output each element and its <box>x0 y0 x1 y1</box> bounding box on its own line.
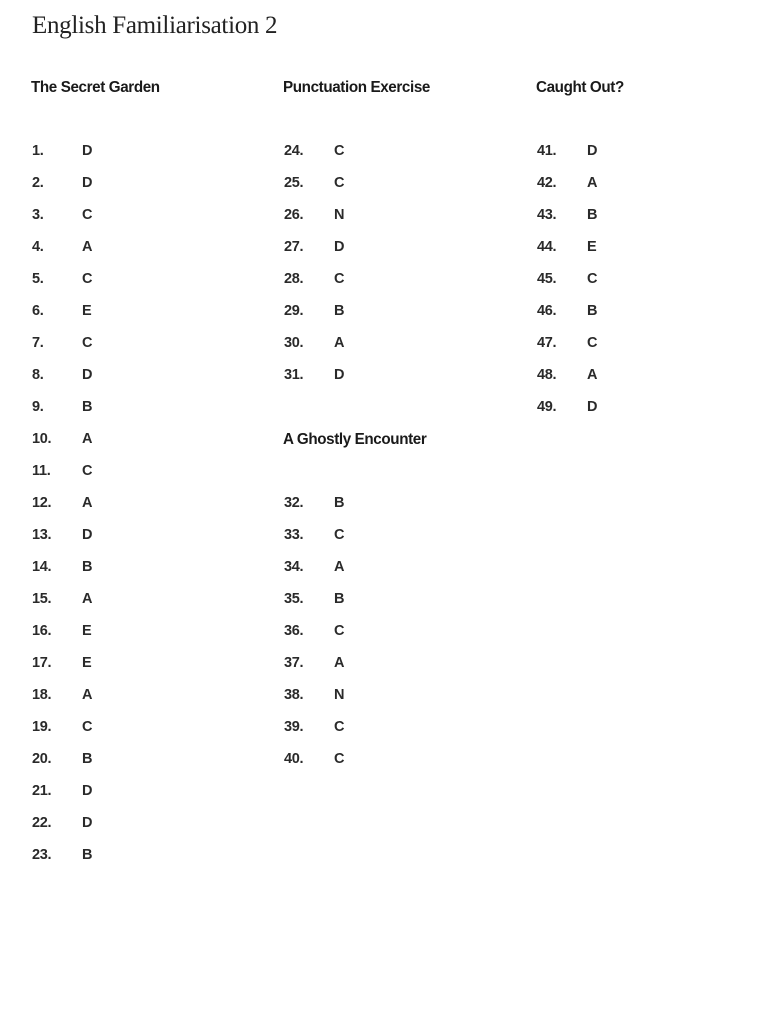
answer-letter: A <box>82 591 93 607</box>
answer-letter: C <box>587 271 598 287</box>
section-heading-ghostly-encounter: A Ghostly Encounter <box>283 431 427 448</box>
question-number: 36. <box>284 623 304 639</box>
answer-row <box>32 526 92 558</box>
answer-row <box>284 366 344 398</box>
answer-row <box>537 174 597 206</box>
question-number: 8. <box>32 367 44 383</box>
question-number: 14. <box>32 559 52 575</box>
question-number: 27. <box>284 239 304 255</box>
question-number: 1. <box>32 143 44 159</box>
answer-letter: C <box>587 335 598 351</box>
answer-list-ghostly-encounter <box>284 494 344 782</box>
answer-letter: N <box>334 207 345 223</box>
answer-row <box>284 174 344 206</box>
question-number: 34. <box>284 559 304 575</box>
answer-row <box>537 142 597 174</box>
answer-letter: C <box>334 527 345 543</box>
answer-row <box>32 270 92 302</box>
question-number: 38. <box>284 687 304 703</box>
answer-row <box>32 590 92 622</box>
answer-letter: E <box>82 303 92 319</box>
answer-letter: C <box>334 175 345 191</box>
answer-letter: B <box>587 303 598 319</box>
question-number: 7. <box>32 335 44 351</box>
answer-letter: D <box>82 367 93 383</box>
answer-row <box>284 558 344 590</box>
answer-row <box>537 334 597 366</box>
question-number: 18. <box>32 687 52 703</box>
answer-list-punctuation-exercise <box>284 142 344 398</box>
question-number: 15. <box>32 591 52 607</box>
question-number: 45. <box>537 271 557 287</box>
answer-letter: D <box>82 175 93 191</box>
answer-letter: C <box>82 463 93 479</box>
answer-row <box>537 366 597 398</box>
answer-letter: A <box>82 495 93 511</box>
answer-letter: B <box>82 399 93 415</box>
question-number: 13. <box>32 527 52 543</box>
answer-letter: B <box>334 591 345 607</box>
question-number: 25. <box>284 175 304 191</box>
question-number: 11. <box>32 463 51 479</box>
question-number: 5. <box>32 271 44 287</box>
answer-row <box>284 526 344 558</box>
answer-letter: C <box>82 335 93 351</box>
question-number: 43. <box>537 207 557 223</box>
answer-letter: C <box>82 719 93 735</box>
question-number: 37. <box>284 655 304 671</box>
answer-list-secret-garden <box>32 142 92 878</box>
question-number: 39. <box>284 719 304 735</box>
question-number: 32. <box>284 495 304 511</box>
answer-letter: C <box>334 623 345 639</box>
answer-row <box>32 334 92 366</box>
answer-letter: D <box>82 527 93 543</box>
answer-row <box>32 366 92 398</box>
answer-row <box>32 206 92 238</box>
answer-row <box>537 302 597 334</box>
answer-letter: D <box>82 143 93 159</box>
answer-letter: A <box>587 367 598 383</box>
question-number: 44. <box>537 239 557 255</box>
answer-row <box>284 750 344 782</box>
answer-letter: A <box>334 655 345 671</box>
question-number: 41. <box>537 143 557 159</box>
question-number: 22. <box>32 815 52 831</box>
answer-letter: B <box>334 303 345 319</box>
answer-row <box>284 142 344 174</box>
question-number: 31. <box>284 367 304 383</box>
answer-row <box>32 462 92 494</box>
question-number: 35. <box>284 591 304 607</box>
question-number: 12. <box>32 495 52 511</box>
question-number: 33. <box>284 527 304 543</box>
answer-row <box>32 782 92 814</box>
answer-letter: B <box>82 559 93 575</box>
answer-letter: C <box>334 719 345 735</box>
answer-letter: B <box>334 495 345 511</box>
section-heading-secret-garden: The Secret Garden <box>31 79 160 96</box>
question-number: 24. <box>284 143 304 159</box>
answer-letter: E <box>82 623 92 639</box>
answer-letter: E <box>82 655 92 671</box>
answer-row <box>32 622 92 654</box>
answer-letter: D <box>587 399 598 415</box>
question-number: 3. <box>32 207 44 223</box>
answer-row <box>32 686 92 718</box>
answer-row <box>32 494 92 526</box>
answer-row <box>284 590 344 622</box>
answer-letter: D <box>334 239 345 255</box>
section-heading-punctuation-exercise: Punctuation Exercise <box>283 79 430 96</box>
answer-row <box>32 142 92 174</box>
answer-letter: D <box>587 143 598 159</box>
answer-letter: C <box>334 271 345 287</box>
question-number: 16. <box>32 623 52 639</box>
answer-letter: A <box>82 431 93 447</box>
answer-row <box>284 686 344 718</box>
answer-row <box>284 206 344 238</box>
answer-row <box>537 206 597 238</box>
question-number: 29. <box>284 303 304 319</box>
question-number: 42. <box>537 175 557 191</box>
answer-row <box>284 302 344 334</box>
answer-row <box>32 174 92 206</box>
answer-letter: B <box>587 207 598 223</box>
answer-row <box>32 558 92 590</box>
answer-row <box>32 398 92 430</box>
answer-row <box>32 814 92 846</box>
answer-row <box>284 622 344 654</box>
answer-row <box>32 302 92 334</box>
question-number: 46. <box>537 303 557 319</box>
answer-letter: B <box>82 847 93 863</box>
answer-row <box>32 238 92 270</box>
section-heading-caught-out: Caught Out? <box>536 79 624 96</box>
answer-letter: A <box>587 175 598 191</box>
page-title: English Familiarisation 2 <box>32 12 278 39</box>
answer-letter: E <box>587 239 597 255</box>
answer-row <box>32 750 92 782</box>
question-number: 48. <box>537 367 557 383</box>
answer-letter: D <box>334 367 345 383</box>
answer-row <box>284 718 344 750</box>
answer-letter: A <box>82 687 93 703</box>
answer-letter: C <box>82 207 93 223</box>
question-number: 40. <box>284 751 304 767</box>
question-number: 9. <box>32 399 44 415</box>
question-number: 47. <box>537 335 557 351</box>
question-number: 21. <box>32 783 52 799</box>
question-number: 19. <box>32 719 52 735</box>
answer-letter: A <box>82 239 93 255</box>
answer-row <box>537 398 597 430</box>
answer-letter: A <box>334 335 345 351</box>
answer-letter: C <box>334 143 345 159</box>
question-number: 28. <box>284 271 304 287</box>
answer-row <box>537 270 597 302</box>
answer-row <box>284 654 344 686</box>
answer-letter: D <box>82 783 93 799</box>
answer-row <box>284 270 344 302</box>
question-number: 10. <box>32 431 52 447</box>
answer-letter: C <box>334 751 345 767</box>
question-number: 2. <box>32 175 44 191</box>
answer-row <box>32 846 92 878</box>
question-number: 17. <box>32 655 52 671</box>
answer-letter: D <box>82 815 93 831</box>
answer-row <box>284 334 344 366</box>
answer-row <box>284 494 344 526</box>
answer-row <box>32 718 92 750</box>
question-number: 49. <box>537 399 557 415</box>
answer-list-caught-out <box>537 142 597 430</box>
answer-letter: N <box>334 687 345 703</box>
question-number: 30. <box>284 335 304 351</box>
answer-row <box>284 238 344 270</box>
answer-row <box>32 430 92 462</box>
answer-row <box>32 654 92 686</box>
question-number: 20. <box>32 751 52 767</box>
answer-row <box>537 238 597 270</box>
question-number: 26. <box>284 207 304 223</box>
question-number: 23. <box>32 847 52 863</box>
answer-letter: A <box>334 559 345 575</box>
question-number: 6. <box>32 303 44 319</box>
answer-letter: B <box>82 751 93 767</box>
answer-letter: C <box>82 271 93 287</box>
question-number: 4. <box>32 239 44 255</box>
